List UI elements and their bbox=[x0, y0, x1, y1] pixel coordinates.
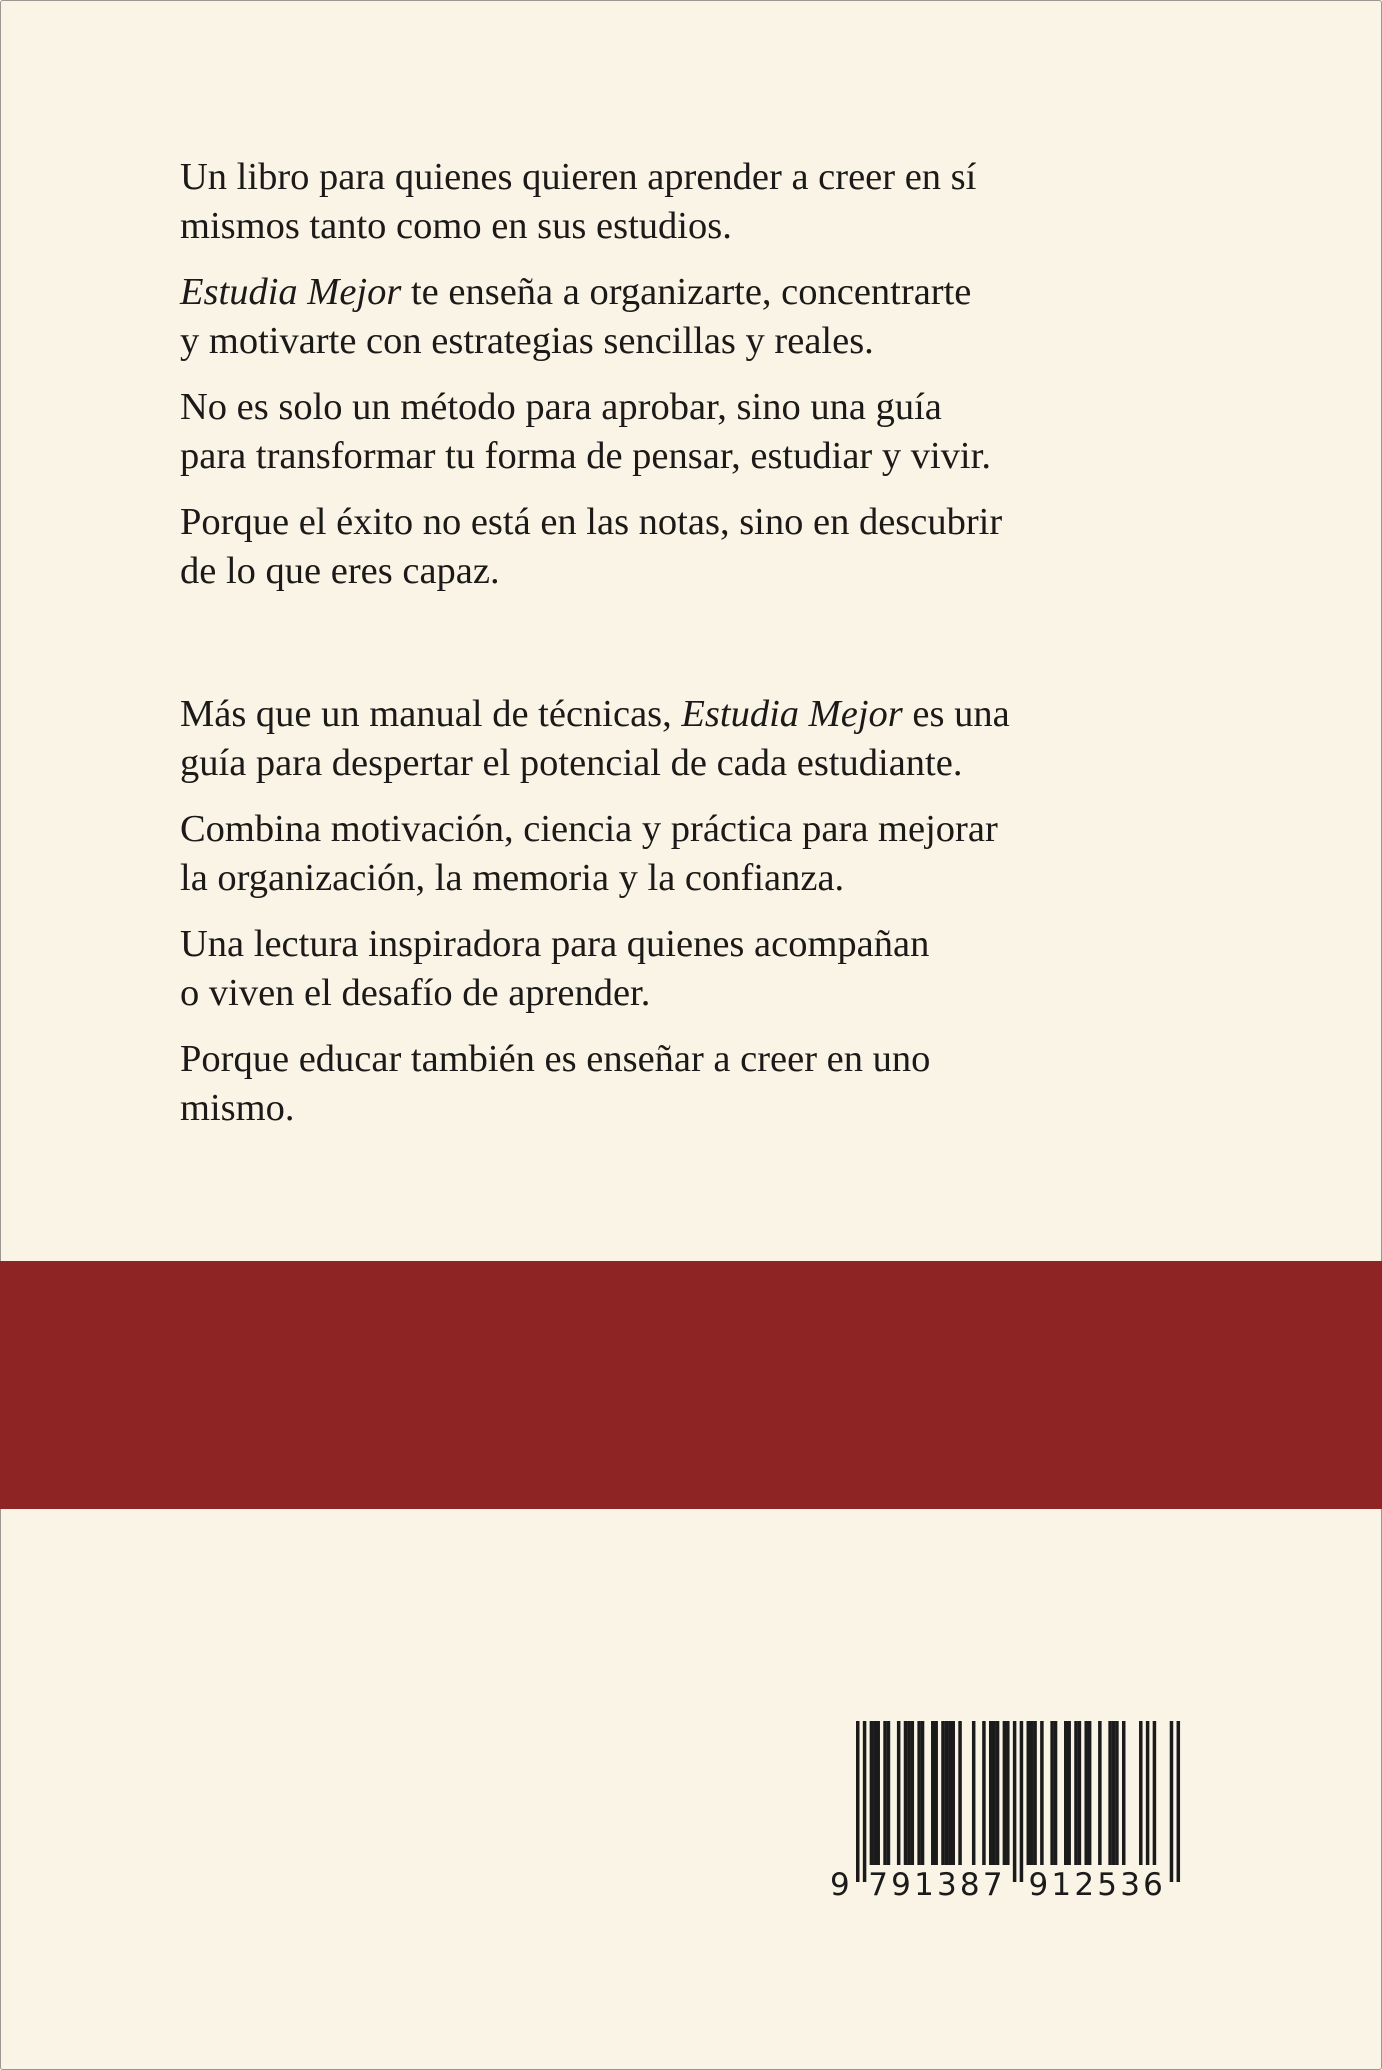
paragraph bbox=[180, 383, 1240, 481]
barcode-bar bbox=[1177, 1721, 1181, 1882]
barcode-bar bbox=[1108, 1721, 1112, 1865]
paragraph bbox=[180, 268, 1240, 366]
barcode-bar bbox=[1067, 1721, 1071, 1865]
barcode-bar bbox=[917, 1721, 921, 1865]
text-segment: Combina motivación, ciencia y práctica para mejorar bbox=[180, 808, 998, 850]
barcode-digits: 9 bbox=[830, 1867, 853, 1903]
barcode-bar bbox=[941, 1721, 945, 1865]
barcode-bar bbox=[1146, 1721, 1150, 1865]
text-segment: Más que un manual de técnicas, bbox=[180, 693, 682, 735]
text-segment: Un libro para quienes quieren aprender a creer en sí bbox=[180, 156, 977, 198]
text-segment: guía para despertar el potencial de cada estudiante. bbox=[180, 742, 963, 784]
text-line bbox=[180, 317, 1240, 366]
barcode-bar bbox=[972, 1721, 976, 1865]
barcode-bar bbox=[989, 1721, 993, 1865]
barcode-bar bbox=[1112, 1721, 1116, 1865]
book-title-italic: Estudia Mejor bbox=[180, 271, 402, 313]
text-segment: mismos tanto como en sus estudios. bbox=[180, 205, 732, 247]
text-segment: mismo. bbox=[180, 1087, 295, 1129]
barcode-bar bbox=[1115, 1721, 1119, 1865]
barcode-bar bbox=[1122, 1721, 1126, 1865]
barcode-bar bbox=[873, 1721, 877, 1865]
paragraph bbox=[180, 920, 1240, 1018]
red-band bbox=[0, 1261, 1382, 1509]
barcode-bar bbox=[1054, 1721, 1058, 1865]
text-segment: No es solo un método para aprobar, sino una guía bbox=[180, 386, 942, 428]
text-line bbox=[180, 153, 1240, 202]
barcode-digits: 912536 bbox=[1028, 1867, 1167, 1903]
text-segment: te enseña a organizarte, concentrarte bbox=[401, 271, 972, 313]
text-line bbox=[180, 805, 1240, 854]
barcode-bar bbox=[876, 1721, 880, 1865]
blurb-bottom bbox=[180, 690, 1240, 1150]
barcode-bar bbox=[948, 1721, 952, 1865]
text-segment: y motivarte con estrategias sencillas y reales. bbox=[180, 320, 874, 362]
text-line bbox=[180, 1084, 1240, 1133]
text-line bbox=[180, 498, 1240, 547]
paragraph bbox=[180, 153, 1240, 251]
barcode-bar bbox=[996, 1721, 1000, 1865]
barcode-bar bbox=[883, 1721, 887, 1865]
barcode-bar bbox=[945, 1721, 949, 1865]
barcode-bar bbox=[1170, 1721, 1174, 1882]
barcode-bar bbox=[951, 1721, 955, 1865]
paragraph bbox=[180, 805, 1240, 903]
barcode-bar bbox=[958, 1721, 962, 1865]
barcode-bar bbox=[1050, 1721, 1054, 1865]
barcode-bar bbox=[982, 1721, 986, 1865]
barcode-bar bbox=[1139, 1721, 1143, 1865]
barcode-bar bbox=[1006, 1721, 1010, 1865]
text-line bbox=[180, 690, 1240, 739]
text-line bbox=[180, 969, 1240, 1018]
barcode-bar bbox=[897, 1721, 901, 1865]
text-line bbox=[180, 202, 1240, 251]
barcode-bar bbox=[870, 1721, 874, 1865]
barcode-bar bbox=[856, 1721, 860, 1882]
text-line bbox=[180, 739, 1240, 788]
barcode-bar bbox=[1020, 1721, 1024, 1882]
barcode-bar bbox=[911, 1721, 915, 1865]
text-line bbox=[180, 1035, 1240, 1084]
barcode-bar bbox=[1084, 1721, 1088, 1865]
barcode-bar bbox=[1078, 1721, 1082, 1865]
barcode-bar bbox=[992, 1721, 996, 1865]
text-segment: Porque educar también es enseñar a creer en uno bbox=[180, 1038, 931, 1080]
book-title-italic: Estudia Mejor bbox=[681, 693, 903, 735]
barcode-bar bbox=[1003, 1721, 1007, 1865]
text-segment: la organización, la memoria y la confianza. bbox=[180, 857, 845, 899]
text-line bbox=[180, 383, 1240, 432]
text-line bbox=[180, 920, 1240, 969]
text-line bbox=[180, 547, 1240, 596]
barcode-bar bbox=[904, 1721, 908, 1865]
text-line bbox=[180, 432, 1240, 481]
paragraph bbox=[180, 690, 1240, 788]
barcode-bar bbox=[1013, 1721, 1017, 1882]
text-segment: Una lectura inspiradora para quienes acompañan bbox=[180, 923, 930, 965]
barcode-bar bbox=[921, 1721, 925, 1865]
text-line bbox=[180, 854, 1240, 903]
barcode-bar bbox=[1074, 1721, 1078, 1865]
text-segment: de lo que eres capaz. bbox=[180, 550, 500, 592]
barcode-bar bbox=[1098, 1721, 1102, 1865]
text-line bbox=[180, 268, 1240, 317]
blurb-top bbox=[180, 153, 1240, 613]
barcode-bar bbox=[931, 1721, 935, 1865]
isbn-barcode bbox=[826, 1718, 1196, 1903]
barcode-bar bbox=[1030, 1721, 1034, 1865]
barcode-bar bbox=[1027, 1721, 1031, 1865]
barcode-digits: 791387 bbox=[868, 1867, 1006, 1903]
paragraph bbox=[180, 1035, 1240, 1133]
barcode-bar bbox=[1088, 1721, 1092, 1865]
text-segment: Porque el éxito no está en las notas, sino en descubrir bbox=[180, 501, 1003, 543]
barcode-bar bbox=[1153, 1721, 1157, 1865]
text-segment: es una bbox=[902, 693, 1010, 735]
barcode-bar bbox=[1040, 1721, 1044, 1865]
barcode-bar bbox=[1033, 1721, 1037, 1865]
barcode-bar bbox=[887, 1721, 891, 1865]
text-segment: para transformar tu forma de pensar, estudiar y vivir. bbox=[180, 435, 991, 477]
barcode-bar bbox=[1064, 1721, 1068, 1865]
text-segment: o viven el desafío de aprender. bbox=[180, 972, 651, 1014]
barcode-bar bbox=[934, 1721, 938, 1865]
barcode-bar bbox=[863, 1721, 867, 1882]
barcode-bar bbox=[907, 1721, 911, 1865]
paragraph bbox=[180, 498, 1240, 596]
